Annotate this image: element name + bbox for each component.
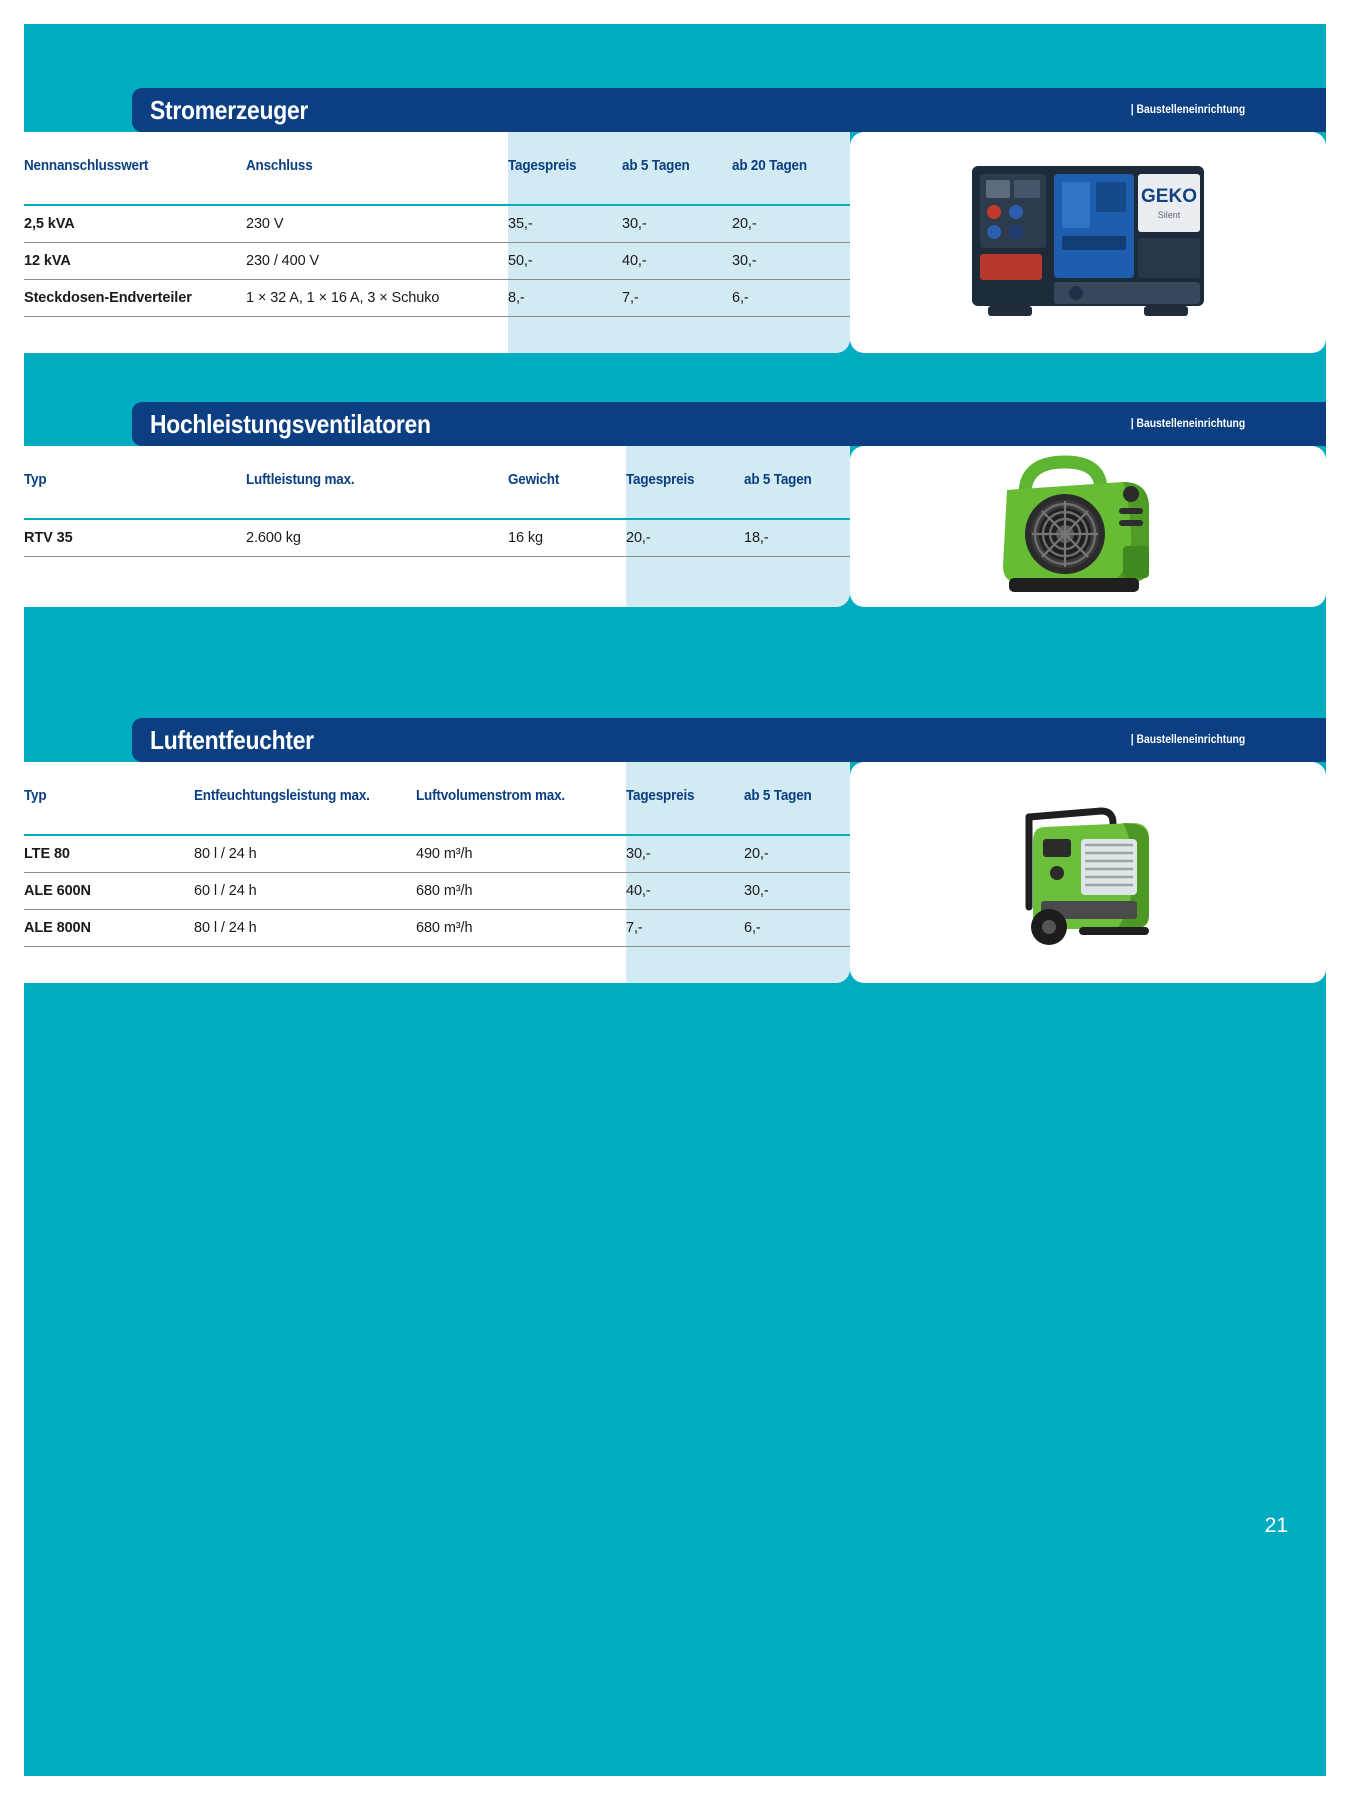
table-bottom-spacer bbox=[24, 557, 850, 607]
page-number: 21 bbox=[1264, 1514, 1288, 1537]
section-luftentfeuchter bbox=[0, 718, 1350, 983]
column-header-typ: Typ bbox=[24, 472, 47, 488]
column-header-gewicht: Gewicht bbox=[508, 472, 560, 488]
column-header-ab-5-tagen: ab 5 Tagen bbox=[622, 158, 690, 174]
cell-luftleistung: 2.600 kg bbox=[246, 519, 508, 557]
cell-ab-5-tagen: 18,- bbox=[744, 519, 850, 557]
cell-gewicht: 16 kg bbox=[508, 519, 626, 557]
page-margin-bottom bbox=[0, 1776, 1350, 1800]
cell-anschluss: 230 / 400 V bbox=[246, 243, 508, 280]
section-title: Hochleistungsventilatoren bbox=[150, 408, 431, 439]
cell-tagespreis: 35,- bbox=[508, 205, 622, 243]
cell-tagespreis: 30,- bbox=[626, 835, 744, 873]
cell-ab-20-tagen: 20,- bbox=[732, 205, 850, 243]
generator-photo bbox=[958, 156, 1218, 328]
column-header-luftleistung: Luftleistung max. bbox=[246, 472, 355, 488]
spec-table-card bbox=[24, 132, 850, 353]
cell-typ: 2,5 kVA bbox=[24, 205, 246, 243]
section-stromerzeuger bbox=[0, 88, 1350, 353]
cell-ab-5-tagen: 20,- bbox=[744, 835, 850, 873]
table-row bbox=[24, 205, 850, 243]
product-photo-blower bbox=[850, 446, 1326, 607]
section-category-tag: | Baustelleneinrichtung bbox=[1130, 418, 1245, 430]
spec-table bbox=[24, 132, 850, 353]
section-body bbox=[24, 132, 1326, 353]
table-bottom-spacer bbox=[24, 947, 850, 983]
table-header-row bbox=[24, 132, 850, 205]
cell-tagespreis: 20,- bbox=[626, 519, 744, 557]
table-row bbox=[24, 519, 850, 557]
section-body bbox=[24, 446, 1326, 607]
svg-text:Silent: Silent bbox=[1157, 210, 1181, 221]
cell-typ: ALE 600N bbox=[24, 873, 194, 910]
section-header-bar bbox=[132, 88, 1326, 132]
column-header-ab-20-tagen: ab 20 Tagen bbox=[732, 158, 807, 174]
cell-ab-20-tagen: 6,- bbox=[732, 280, 850, 317]
table-row bbox=[24, 910, 850, 947]
cell-tagespreis: 8,- bbox=[508, 280, 622, 317]
cell-entfeuchtungsleistung: 80 l / 24 h bbox=[194, 910, 416, 947]
spec-table bbox=[24, 762, 850, 983]
cell-ab-5-tagen: 7,- bbox=[622, 280, 732, 317]
cell-anschluss: 1 × 32 A, 1 × 16 A, 3 × Schuko bbox=[246, 280, 508, 317]
column-header-entfeuchtungsleistung: Entfeuchtungsleistung max. bbox=[194, 788, 370, 804]
spec-table-card bbox=[24, 762, 850, 983]
section-category-tag: | Baustelleneinrichtung bbox=[1130, 734, 1245, 746]
cell-ab-5-tagen: 40,- bbox=[622, 243, 732, 280]
svg-text:GEKO: GEKO bbox=[1141, 186, 1197, 208]
cell-entfeuchtungsleistung: 60 l / 24 h bbox=[194, 873, 416, 910]
cell-luftvolumenstrom: 680 m³/h bbox=[416, 910, 626, 947]
table-bottom-spacer bbox=[24, 317, 850, 353]
cell-ab-5-tagen: 6,- bbox=[744, 910, 850, 947]
section-title: Stromerzeuger bbox=[150, 94, 309, 125]
cell-typ: Steckdosen-Endverteiler bbox=[24, 280, 246, 317]
table-header-row bbox=[24, 446, 850, 519]
dehumidifier-photo bbox=[983, 787, 1193, 957]
section-body bbox=[24, 762, 1326, 983]
cell-ab-5-tagen: 30,- bbox=[622, 205, 732, 243]
cell-luftvolumenstrom: 490 m³/h bbox=[416, 835, 626, 873]
cell-tagespreis: 40,- bbox=[626, 873, 744, 910]
table-row bbox=[24, 243, 850, 280]
table-row bbox=[24, 835, 850, 873]
column-header-typ: Typ bbox=[24, 788, 47, 804]
column-header-luftvolumenstrom: Luftvolumenstrom max. bbox=[416, 788, 565, 804]
column-header-tagespreis: Tagespreis bbox=[626, 788, 695, 804]
cell-tagespreis: 7,- bbox=[626, 910, 744, 947]
cell-luftvolumenstrom: 680 m³/h bbox=[416, 873, 626, 910]
section-title: Luftentfeuchter bbox=[150, 724, 314, 755]
section-header-bar bbox=[132, 402, 1326, 446]
page-margin-top bbox=[0, 0, 1350, 24]
table-row bbox=[24, 280, 850, 317]
section-hochleistungsventilatoren bbox=[0, 402, 1350, 607]
column-header-ab-5-tagen: ab 5 Tagen bbox=[744, 472, 812, 488]
table-row bbox=[24, 873, 850, 910]
cell-anschluss: 230 V bbox=[246, 205, 508, 243]
column-header-nennanschlusswert: Nennanschlusswert bbox=[24, 158, 149, 174]
product-photo-generator bbox=[850, 132, 1326, 353]
page-margin-right bbox=[1326, 0, 1350, 1800]
column-header-anschluss: Anschluss bbox=[246, 158, 313, 174]
column-header-ab-5-tagen: ab 5 Tagen bbox=[744, 788, 812, 804]
column-header-tagespreis: Tagespreis bbox=[626, 472, 695, 488]
page-margin-left bbox=[0, 0, 24, 1800]
table-header-row bbox=[24, 762, 850, 835]
section-category-tag: | Baustelleneinrichtung bbox=[1130, 104, 1245, 116]
cell-ab-20-tagen: 30,- bbox=[732, 243, 850, 280]
cell-typ: RTV 35 bbox=[24, 519, 246, 557]
blower-fan-photo bbox=[973, 446, 1203, 606]
column-header-tagespreis: Tagespreis bbox=[508, 158, 577, 174]
spec-table bbox=[24, 446, 850, 607]
section-header-bar bbox=[132, 718, 1326, 762]
cell-ab-5-tagen: 30,- bbox=[744, 873, 850, 910]
spec-table-card bbox=[24, 446, 850, 607]
product-photo-dehumidifier bbox=[850, 762, 1326, 983]
cell-typ: 12 kVA bbox=[24, 243, 246, 280]
cell-tagespreis: 50,- bbox=[508, 243, 622, 280]
cell-typ: LTE 80 bbox=[24, 835, 194, 873]
cell-typ: ALE 800N bbox=[24, 910, 194, 947]
cell-entfeuchtungsleistung: 80 l / 24 h bbox=[194, 835, 416, 873]
